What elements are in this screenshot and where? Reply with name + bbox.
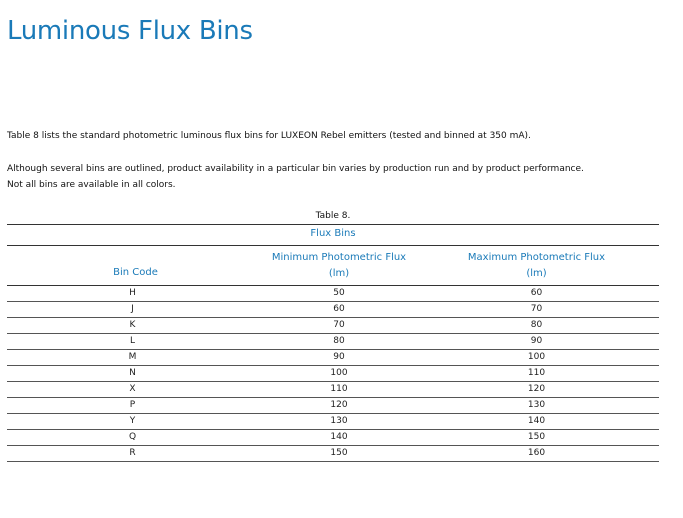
bin-code-text: Q	[128, 432, 137, 442]
cell-min-flux: 120	[330, 400, 348, 410]
table-row	[7, 382, 659, 398]
bin-code-text: H	[129, 288, 136, 298]
flux-bins-table	[7, 208, 659, 462]
cell-bin-code	[7, 286, 264, 301]
bin-code-text: M	[128, 352, 137, 362]
availability-line-2: Not all bins are available in all colors.	[7, 180, 176, 190]
cell-min-flux: 100	[330, 368, 348, 378]
bin-code-text: R	[129, 448, 136, 458]
cell-max-flux: 140	[527, 416, 546, 426]
cell-min-flux: 50	[333, 288, 345, 298]
cell-bin-code	[7, 318, 264, 333]
cell-bin-code	[7, 430, 264, 445]
cell-bin-code	[7, 398, 264, 413]
bin-code-text: N	[129, 368, 136, 378]
cell-max-flux: 90	[530, 336, 543, 346]
table-row	[7, 366, 659, 382]
header-min-flux-unit: (lm)	[328, 267, 350, 279]
table-row	[7, 430, 659, 446]
table-row	[7, 286, 659, 302]
availability-line-1: Although several bins are outlined, product availability in a particular bin varies by production run and by product performance.	[7, 164, 584, 174]
table-row	[7, 318, 659, 334]
cell-max-flux: 110	[527, 368, 546, 378]
table-row	[7, 350, 659, 366]
table-row	[7, 302, 659, 318]
header-bin-code: Bin Code	[113, 266, 158, 278]
cell-bin-code	[7, 446, 264, 461]
cell-max-flux: 160	[527, 448, 546, 458]
table-caption-number: Table 8.	[315, 211, 351, 221]
header-min-flux	[264, 246, 414, 285]
page-title: Luminous Flux Bins	[7, 16, 253, 46]
cell-min-flux: 80	[333, 336, 345, 346]
cell-min-flux: 140	[330, 432, 348, 442]
table-row	[7, 398, 659, 414]
table-row	[7, 446, 659, 462]
cell-max-flux: 80	[530, 320, 543, 330]
cell-bin-code	[7, 382, 264, 397]
cell-min-flux: 150	[330, 448, 348, 458]
cell-bin-code	[7, 334, 264, 349]
cell-bin-code	[7, 414, 264, 429]
cell-max-flux: 100	[527, 352, 546, 362]
cell-bin-code	[7, 302, 264, 317]
cell-max-flux: 70	[530, 304, 543, 314]
table-body	[7, 286, 659, 462]
intro-paragraph: Table 8 lists the standard photometric luminous flux bins for LUXEON Rebel emitters (tested and binned at 350 mA).	[7, 131, 531, 141]
bin-code-text: K	[129, 320, 136, 330]
bin-code-text: L	[129, 336, 135, 346]
cell-max-flux: 120	[527, 384, 546, 394]
availability-paragraph	[7, 161, 584, 193]
table-row	[7, 414, 659, 430]
table-header-row	[7, 246, 659, 285]
bin-code-text: Y	[129, 416, 136, 426]
cell-max-flux: 60	[530, 288, 543, 298]
header-max-flux-unit: (lm)	[526, 267, 547, 279]
cell-min-flux: 60	[333, 304, 345, 314]
header-max-flux-label: Maximum Photometric Flux	[467, 251, 606, 263]
cell-max-flux: 130	[527, 400, 546, 410]
table-row	[7, 334, 659, 350]
table-caption-title: Flux Bins	[310, 228, 356, 239]
bin-code-text: X	[129, 384, 136, 394]
cell-max-flux: 150	[527, 432, 546, 442]
header-max-flux	[414, 246, 659, 285]
bin-code-text: P	[129, 400, 136, 410]
cell-min-flux: 90	[333, 352, 345, 362]
cell-min-flux: 110	[330, 384, 348, 394]
cell-bin-code	[7, 366, 264, 381]
cell-min-flux: 70	[333, 320, 345, 330]
cell-bin-code	[7, 350, 264, 365]
cell-min-flux: 130	[330, 416, 348, 426]
bin-code-text: J	[131, 304, 134, 314]
header-min-flux-label: Minimum Photometric Flux	[271, 251, 407, 263]
